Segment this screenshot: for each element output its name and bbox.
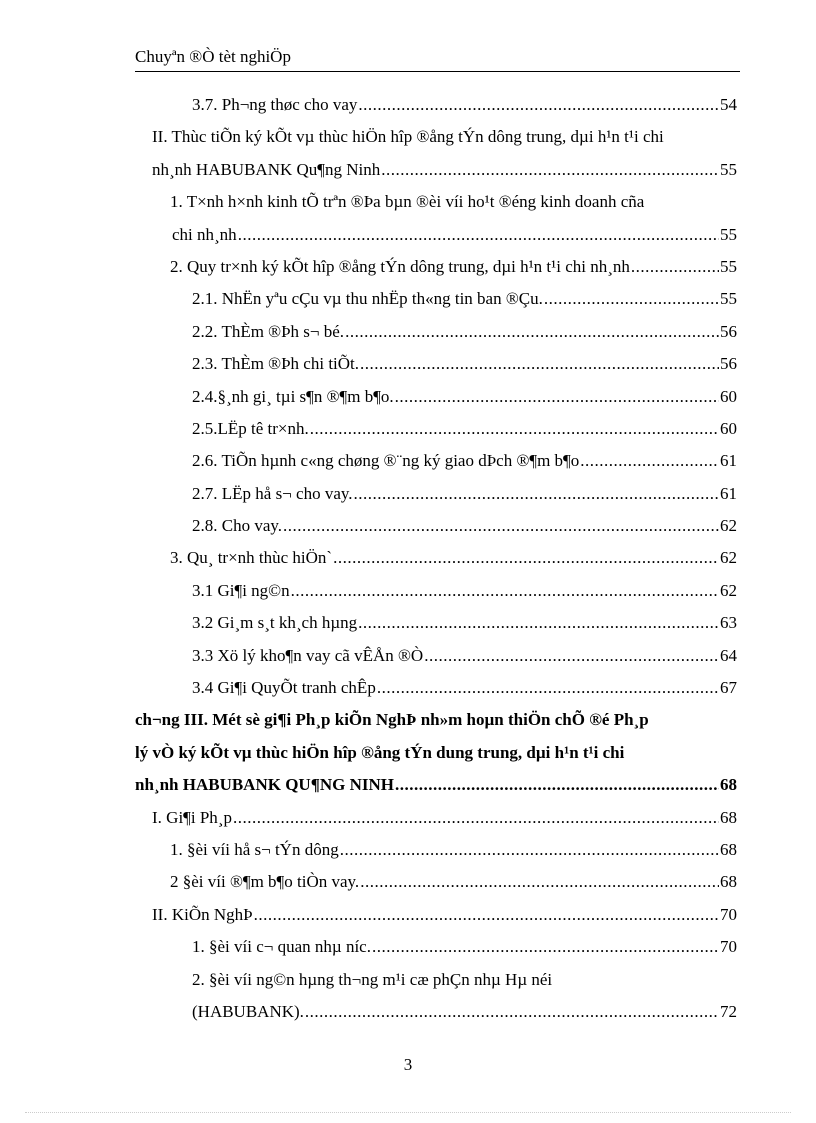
toc-entry — [0, 837, 737, 869]
toc-entry — [0, 967, 737, 999]
toc-page-number: 54 — [720, 95, 737, 114]
toc-entry — [0, 513, 737, 545]
toc-entry-title: II. Thùc tiÕn ký kÕt vµ thùc hiÖn hîp ®ång tÝn dông trung, dµi h¹n t¹i chi — [152, 127, 664, 147]
toc-entry-title: lý vÒ ký kÕt vµ thùc hiÖn hîp ®ång tÝn dung trung, dµi h¹n t¹i chi — [135, 742, 625, 762]
toc-entry — [0, 319, 737, 351]
toc-entry-title: 2.4.§¸nh gi¸ tµi s¶n ®¶m b¶o. — [192, 386, 394, 406]
toc-entry — [0, 416, 737, 448]
toc-page-number: 68 — [720, 807, 737, 827]
toc-page-number: 62 — [720, 580, 737, 600]
dot-leader — [360, 869, 719, 901]
toc-entry — [0, 189, 737, 221]
running-header: Chuyªn ®Ò tèt nghiÖp — [135, 47, 291, 66]
dot-leader — [358, 610, 719, 642]
dot-leader — [233, 805, 719, 837]
dot-leader — [254, 902, 719, 934]
toc-entry — [0, 902, 737, 934]
dot-leader — [424, 643, 719, 675]
toc-entry-title: II. KiÕn NghÞ — [152, 904, 253, 924]
dot-leader — [377, 675, 719, 707]
toc-entry-title: 3. Qu¸ tr×nh thùc hiÖn` — [170, 548, 333, 568]
toc-page-number: 55 — [720, 289, 737, 309]
toc-page-number: 60 — [720, 386, 737, 406]
dot-leader — [333, 545, 719, 577]
toc-page-number: 55 — [720, 224, 737, 244]
toc-entry-title: 3.7. Ph¬ng thøc cho vay — [192, 95, 358, 114]
toc-page-number: 55 — [720, 256, 737, 276]
toc-entry-title: ch¬ng III. Mét sè gi¶i Ph¸p kiÕn NghÞ nh»m hoµn thiÖn chÕ ®é Ph¸p — [135, 710, 649, 730]
table-of-contents — [0, 92, 816, 1031]
toc-entry — [0, 254, 737, 286]
page-number: 3 — [403, 1055, 413, 1074]
toc-page-number: 68 — [720, 839, 737, 859]
toc-entry-title: 2.2. ThÈm ®Þh s¬ bé. — [192, 321, 345, 341]
toc-page-number: 72 — [720, 1001, 737, 1021]
toc-page-number: 62 — [720, 516, 737, 536]
toc-entry — [0, 869, 737, 901]
toc-entry-title: (HABUBANK). — [192, 1001, 304, 1021]
dot-leader — [345, 319, 719, 351]
dot-leader — [291, 578, 719, 610]
toc-entry — [0, 481, 737, 513]
dot-leader — [631, 254, 719, 286]
toc-page-number: 68 — [720, 872, 737, 892]
dot-leader — [372, 934, 719, 966]
toc-entry — [0, 610, 737, 642]
dot-leader — [358, 92, 719, 124]
dot-leader — [395, 772, 719, 804]
toc-entry-title: 2.8. Cho vay. — [192, 516, 283, 536]
toc-page-number: 56 — [720, 321, 737, 341]
dot-leader — [381, 157, 719, 189]
toc-page-number: 61 — [720, 451, 737, 471]
toc-entry — [0, 675, 737, 707]
toc-entry — [0, 578, 737, 610]
toc-entry-title: chi nh¸nh — [172, 224, 237, 244]
toc-page-number: 55 — [720, 159, 737, 179]
toc-page-number: 67 — [720, 678, 737, 698]
toc-entry — [0, 934, 737, 966]
dot-leader — [305, 999, 719, 1031]
toc-entry-title: 2.3. ThÈm ®Þh chi tiÕt. — [192, 354, 360, 374]
toc-entry-title: 2 §èi víi ®¶m b¶o tiÒn vay. — [170, 872, 360, 892]
page-bottom-border — [25, 1112, 791, 1113]
toc-entry — [0, 351, 737, 383]
toc-entry — [0, 124, 737, 156]
dot-leader — [238, 222, 719, 254]
toc-entry — [0, 805, 737, 837]
dot-leader — [360, 351, 719, 383]
toc-page-number: 68 — [720, 775, 737, 795]
dot-leader — [544, 286, 719, 318]
toc-entry-title: 1. §èi víi hå s¬ tÝn dông — [170, 839, 339, 859]
dot-leader — [340, 837, 719, 869]
toc-entry — [0, 999, 737, 1031]
dot-leader — [395, 384, 719, 416]
dot-leader — [580, 448, 719, 480]
toc-entry-title: 3.4 Gi¶i QuyÕt tranh chÊp — [192, 678, 376, 698]
toc-entry — [0, 286, 737, 318]
toc-entry — [0, 92, 737, 124]
toc-entry-title: 3.2 Gi¸m s¸t kh¸ch hµng — [192, 613, 358, 633]
toc-entry-title: 3.1 Gi¶i ng©n — [192, 580, 290, 600]
toc-entry — [0, 772, 737, 804]
toc-entry-title: 2. §èi víi ng©n hµng th¬ng m¹i cæ phÇn nhµ Hµ néi — [192, 969, 553, 989]
toc-entry-title: nh¸nh HABUBANK Qu¶ng Ninh — [152, 159, 381, 179]
toc-page-number: 70 — [720, 937, 737, 957]
toc-entry — [0, 222, 737, 254]
toc-entry-title: nh¸nh HABUBANK QU¶NG NINH — [135, 775, 395, 795]
dot-leader — [283, 513, 719, 545]
toc-entry-title: I. Gi¶i Ph¸p — [152, 807, 232, 827]
toc-entry — [0, 545, 737, 577]
dot-leader — [354, 481, 719, 513]
toc-page-number: 60 — [720, 418, 737, 438]
toc-entry — [0, 707, 737, 739]
toc-entry-title: 3.3 Xö lý kho¶n vay cã vÊÅn ®Ò — [192, 645, 424, 665]
toc-entry-title: 2.6. TiÕn hµnh c«ng chøng ®¨ng ký giao dÞch ®¶m b¶o — [192, 451, 580, 471]
dot-leader — [310, 416, 719, 448]
toc-entry-title: 2. Quy tr×nh ký kÕt hîp ®ång tÝn dông trung, dµi h¹n t¹i chi nh¸nh — [170, 256, 630, 276]
toc-entry-title: 2.7. LËp hå s¬ cho vay. — [192, 483, 353, 503]
toc-entry-title: 1. T×nh h×nh kinh tÕ trªn ®Þa bµn ®èi víi ho¹t ®éng kinh doanh cña — [170, 192, 645, 212]
toc-page-number: 64 — [720, 645, 737, 665]
toc-page-number: 56 — [720, 354, 737, 374]
toc-page-number: 63 — [720, 613, 737, 633]
toc-entry — [0, 448, 737, 480]
toc-entry — [0, 740, 737, 772]
toc-page-number: 62 — [720, 548, 737, 568]
toc-page-number: 61 — [720, 483, 737, 503]
toc-entry — [0, 384, 737, 416]
toc-entry-title: 2.5.LËp tê tr×nh. — [192, 418, 309, 438]
toc-entry — [0, 643, 737, 675]
toc-entry-title: 1. §èi víi c¬ quan nhµ níc. — [192, 937, 371, 957]
toc-page-number: 70 — [720, 904, 737, 924]
header-rule — [135, 71, 740, 72]
toc-entry — [0, 157, 737, 189]
toc-entry-title: 2.1. NhËn yªu cÇu vµ thu nhËp th«ng tin ban ®Çu. — [192, 289, 543, 309]
